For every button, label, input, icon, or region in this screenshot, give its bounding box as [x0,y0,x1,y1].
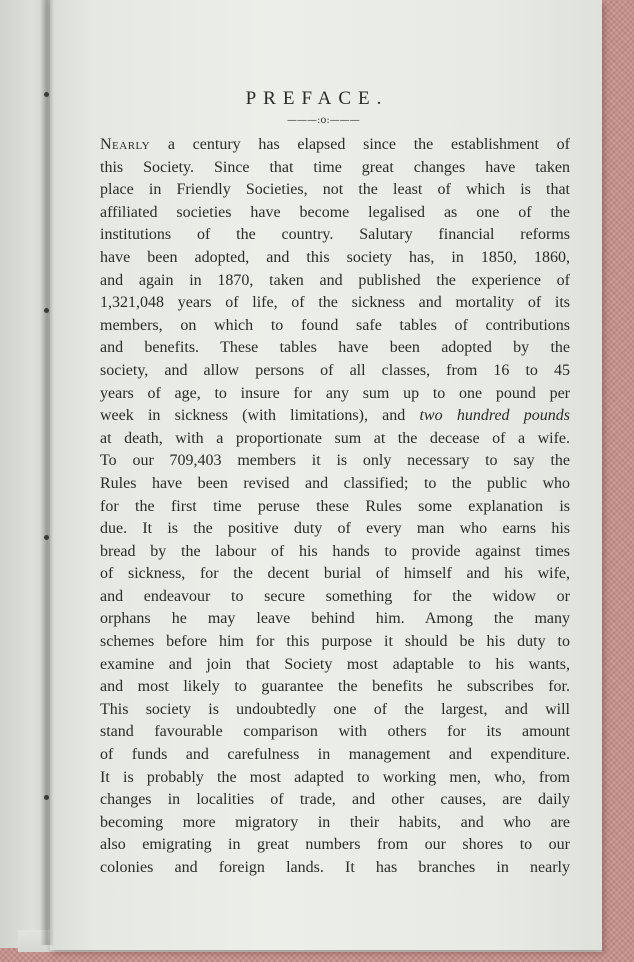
text-line: have been adopted, and this society has, in 1850, 1860, [100,248,570,266]
text-line: place in Friendly Societies, not the least of which is that [100,181,570,199]
text-line: and again in 1870, taken and published the experience of [100,271,570,289]
title-divider: ———:o:——— [287,115,360,126]
text-line: changes in localities of trade, and other causes, are daily [100,791,570,809]
text-line: and most likely to guarantee the benefits he subscribes for. [100,678,570,696]
text-line: for the first time peruse these Rules some explanation is [100,497,570,515]
text-line: years of age, to insure for any sum up to one pound per [100,384,570,402]
text-line: of sickness, for the decent burial of himself and his wife, [100,565,570,583]
drop-word: Nearly [100,136,151,153]
text-line: becoming more migratory in their habits, and who are [100,813,570,831]
text-line: examine and join that Society most adaptable to his wants, [100,655,570,673]
text-line: and benefits. These tables have been adopted by the [100,339,570,357]
italic-phrase: two hundred pounds [419,407,570,425]
text-line: week in sickness (with limitations), and two hundred pounds [100,407,570,425]
text-line: colonies and foreign lands. It has branches in nearly [100,859,570,876]
text-line: 1,321,048 years of life, of the sickness and mortality of its [100,294,570,312]
text-line: orphans he may leave behind him. Among the many [100,610,570,628]
text-line: due. It is the positive duty of every man who earns his [100,520,570,538]
text-line: also emigrating in great numbers from our shores to our [100,836,570,854]
text-line: Nearly a century has elapsed since the establishment of [100,136,570,153]
text-line: society, and allow persons of all classes, from 16 to 45 [100,361,570,379]
text-line: of funds and carefulness in management and expenditure. [100,746,570,764]
text-line: at death, with a proportionate sum at the decease of a wife. [100,429,570,447]
text-line: institutions of the country. Salutary financial reforms [100,226,570,244]
stitch-hole [44,535,49,540]
text-line: It is probably the most adapted to working men, who, from [100,768,570,786]
preface-body [100,134,570,880]
text-line: schemes before him for this purpose it should be his duty to [100,633,570,651]
text-line: This society is undoubtedly one of the largest, and will [100,700,570,718]
text-line: members, on which to found safe tables of contributions [100,316,570,334]
stitch-hole [44,308,49,313]
text-line: affiliated societies have become legalised as one of the [100,203,570,221]
text-line: To our 709,403 members it is only necessary to say the [100,452,570,470]
text-line: Rules have been revised and classified; to the public who [100,474,570,492]
text-line: bread by the labour of his hands to provide against times [100,542,570,560]
spine-shadow [40,0,54,945]
text-line: stand favourable comparison with others for its amount [100,723,570,741]
stitch-hole [44,795,49,800]
text-line: and endeavour to secure something for the widow or [100,587,570,605]
page-title: PREFACE. [245,88,389,109]
text-line: this Society. Since that time great changes have taken [100,158,570,176]
